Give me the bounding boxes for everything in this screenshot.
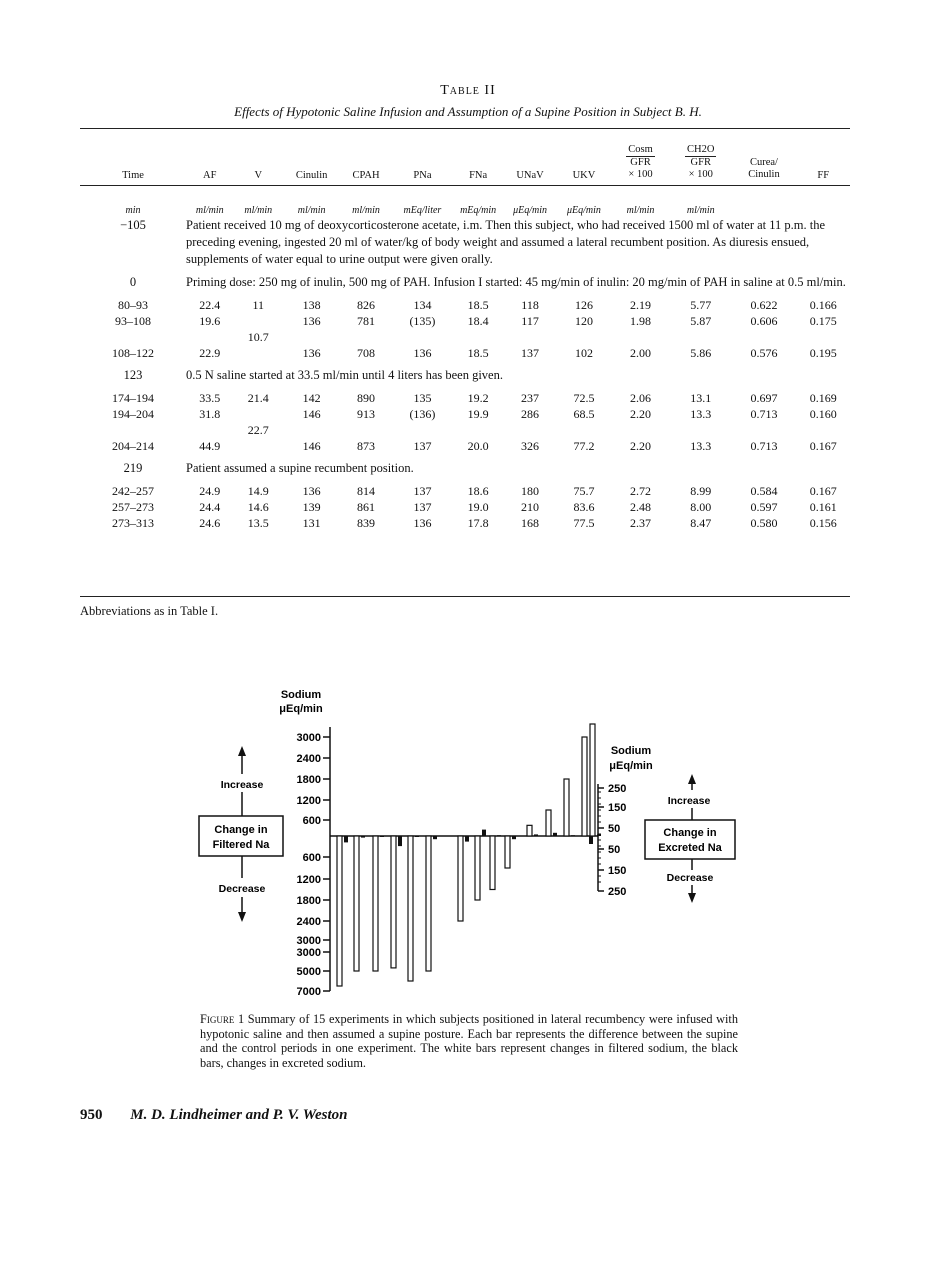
table-cell: 24.9 <box>199 484 221 498</box>
table-subtitle: Effects of Hypotonic Saline Infusion and Assumption of a Supine Position in Subject B. H. <box>234 104 702 119</box>
table-cell: 210 <box>521 500 540 514</box>
excreted-na-bar <box>465 836 469 842</box>
right-increase-arrowhead <box>688 774 696 784</box>
table-cell: 18.4 <box>467 314 489 328</box>
table-cell: 0.622 <box>750 298 778 312</box>
table-row <box>80 422 850 438</box>
table-cell <box>611 422 670 438</box>
note-row-4: 219 Patient assumed a supine recumbent position. <box>123 461 414 475</box>
table-cell: 68.5 <box>573 407 595 421</box>
table-cell: 2.20 <box>630 407 652 421</box>
table-cell: 134 <box>413 298 432 312</box>
left-tick-label: 5000 <box>296 966 321 978</box>
table-cell: (136) <box>409 407 436 421</box>
hdr-af: AF <box>203 170 217 181</box>
table-cell: 0.166 <box>809 298 837 312</box>
table-cell: (135) <box>409 314 436 328</box>
table-cell: 20.0 <box>467 439 489 453</box>
excreted-na-bar <box>497 835 501 836</box>
left-tick-label: 1800 <box>296 895 321 907</box>
table-cell: 0.175 <box>809 314 837 328</box>
table-cell: 8.99 <box>690 484 712 498</box>
figure-caption <box>200 1012 738 1070</box>
table-cell: 22.7 <box>247 423 269 437</box>
filtered-na-bar <box>354 836 359 971</box>
table-cell <box>670 329 731 345</box>
filtered-na-bar <box>564 779 569 836</box>
left-axis-ticks <box>297 732 330 998</box>
left-axis-unit: μEq/min <box>279 703 323 715</box>
table-cell: 146 <box>302 439 321 453</box>
filtered-na-bar <box>582 737 587 836</box>
table-group-2 <box>80 390 850 454</box>
excreted-na-bar <box>534 834 538 836</box>
table-cell: 814 <box>357 484 376 498</box>
excreted-na-bar <box>380 836 384 837</box>
table-cell: 102 <box>574 346 593 360</box>
table-cell: 18.6 <box>467 484 489 498</box>
table-cell: 0.580 <box>750 516 778 530</box>
table-cell: 22.4 <box>199 298 221 312</box>
table-cell: 13.3 <box>690 407 712 421</box>
filtered-na-bar <box>527 825 532 836</box>
table-cell: 873 <box>357 439 376 453</box>
table-cell <box>80 329 186 345</box>
table-cell: 1.98 <box>630 314 652 328</box>
hdr-ch2o: CH2O GFR × 100 <box>687 144 715 180</box>
table-cell: 24.6 <box>199 516 221 530</box>
table-cell: 0.597 <box>750 500 778 514</box>
note-row-2: 0 Priming dose: 250 mg of inulin, 500 mg of PAH. Infusion I started: 45 mg/min of inulin: 20 mg/min of PAH in saline at 0.5 ml/min. <box>129 275 846 289</box>
table-cell: 118 <box>521 298 539 312</box>
table-cell: 136 <box>413 346 432 360</box>
right-tick-label: 50 <box>608 844 621 856</box>
filtered-na-bar <box>408 836 413 981</box>
left-tick-label: 1800 <box>296 774 321 786</box>
left-tick-label: 1200 <box>296 874 321 886</box>
table-cell: 139 <box>302 500 321 514</box>
filtered-na-bar <box>505 836 510 868</box>
hdr-fna: FNa <box>469 170 488 181</box>
hdr-cosm: Cosm GFR × 100 <box>628 144 653 180</box>
table-cell: 75.7 <box>573 484 595 498</box>
hdr-pna: PNa <box>413 170 432 181</box>
table-cell: 142 <box>302 391 321 405</box>
caption-label: Figure 1 <box>200 1012 245 1026</box>
table-cell <box>283 329 340 345</box>
table-cell: 137 <box>413 439 432 453</box>
table-row <box>80 515 850 531</box>
right-decrease-label: Decrease <box>666 872 714 884</box>
table-cell: 135 <box>413 391 432 405</box>
table-cell <box>234 406 283 422</box>
table-cell: 273–313 <box>112 516 154 530</box>
table-cell: 839 <box>357 516 376 530</box>
figure-chart <box>190 684 750 1004</box>
header-row <box>80 135 850 181</box>
table-cell: 0.160 <box>809 407 837 421</box>
table-cell: 8.00 <box>690 500 712 514</box>
filtered-na-bar <box>373 836 378 971</box>
table-cell <box>731 329 796 345</box>
table-row <box>80 406 850 422</box>
excreted-na-bar <box>482 830 486 836</box>
right-axis-unit: μEq/min <box>609 760 653 772</box>
right-tick-label: 250 <box>608 886 627 898</box>
table-cell: 0.161 <box>809 500 837 514</box>
excreted-na-bar <box>553 833 557 836</box>
table-cell <box>283 422 340 438</box>
table-cell: 708 <box>357 346 376 360</box>
table-row <box>80 313 850 329</box>
table-cell: 0.167 <box>809 484 837 498</box>
left-tick-label: 2400 <box>296 916 321 928</box>
hdr-v: V <box>254 170 263 181</box>
table-cell: 137 <box>413 500 432 514</box>
table-row <box>80 345 850 361</box>
note-row-1: −105 Patient received 10 mg of deoxycorticosterone acetate, i.m. Then this subject, who had received 1500 ml of water at 11 p.m. the preceding evening, ingested 20 ml of water/kg of body weight and assumed a lateral recumbent position. As diuresis ensued, supplements of water equal to urine output were given orally. <box>120 218 826 266</box>
table-cell <box>186 329 234 345</box>
table-cell: 126 <box>574 298 593 312</box>
table-cell <box>234 345 283 361</box>
left-tick-label: 2400 <box>296 753 321 765</box>
table-cell: 72.5 <box>573 391 595 405</box>
table-cell: 2.48 <box>630 500 652 514</box>
table-cell: 242–257 <box>112 484 154 498</box>
table-cell: 136 <box>302 484 321 498</box>
table-cell: 2.72 <box>630 484 652 498</box>
table-cell <box>340 329 391 345</box>
table-cell: 120 <box>574 314 593 328</box>
right-tick-label: 250 <box>608 783 627 795</box>
right-tick-label: 150 <box>608 865 627 877</box>
table-cell: 77.5 <box>573 516 595 530</box>
table-cell: 0.713 <box>750 407 778 421</box>
table-cell: 168 <box>521 516 540 530</box>
table-cell: 31.8 <box>199 407 221 421</box>
table-cell: 826 <box>357 298 376 312</box>
table-cell <box>670 422 731 438</box>
left-tick-label: 600 <box>302 852 321 864</box>
left-box-line1: Change in <box>214 824 268 836</box>
table-cell <box>234 313 283 329</box>
table-cell: 138 <box>302 298 321 312</box>
hdr-cpah: CPAH <box>352 170 380 181</box>
table-cell: 17.8 <box>467 516 489 530</box>
table-cell: 286 <box>521 407 540 421</box>
table-top-rule <box>80 128 850 129</box>
table-cell: 18.5 <box>467 346 489 360</box>
filtered-na-bar <box>391 836 396 968</box>
table-footnote: Abbreviations as in Table I. <box>80 604 219 618</box>
left-decrease-arrowhead <box>238 912 246 922</box>
right-axis-title: Sodium <box>610 745 652 757</box>
hdr-curea: Curea/ Cinulin <box>748 157 780 180</box>
table-cell <box>797 422 850 438</box>
table-cell <box>340 422 391 438</box>
table-cell: 2.00 <box>630 346 652 360</box>
note-row-3: 123 0.5 N saline started at 33.5 ml/min until 4 liters has been given. <box>123 368 503 382</box>
table-cell: 18.5 <box>467 298 489 312</box>
right-axis-ticks <box>598 783 626 898</box>
table-cell: 781 <box>357 314 376 328</box>
table-cell: 137 <box>521 346 540 360</box>
table-cell <box>797 329 850 345</box>
left-tick-label: 3000 <box>296 935 321 947</box>
table-cell: 180 <box>521 484 540 498</box>
left-tick-label: 3000 <box>296 947 321 959</box>
table-cell: 19.0 <box>467 500 489 514</box>
table-cell: 0.169 <box>809 391 837 405</box>
table-cell: 257–273 <box>112 500 154 514</box>
table-group-1 <box>80 297 850 361</box>
table-cell: 2.37 <box>630 516 652 530</box>
left-tick-label: 7000 <box>296 986 321 998</box>
right-tick-label: 50 <box>608 823 621 835</box>
page-footer <box>80 1107 348 1124</box>
filtered-na-bar <box>337 836 342 986</box>
table-cell: 13.5 <box>247 516 269 530</box>
table-cell: 24.4 <box>199 500 221 514</box>
filtered-na-bar <box>458 836 463 921</box>
table-cell: 0.713 <box>750 439 778 453</box>
page-number: 950 <box>80 1107 103 1123</box>
table-row <box>80 390 850 406</box>
table-cell: 2.06 <box>630 391 652 405</box>
table-cell: 0.167 <box>809 439 837 453</box>
table-row <box>80 297 850 313</box>
left-decrease-label: Decrease <box>218 883 266 895</box>
table-cell: 5.86 <box>690 346 712 360</box>
excreted-na-bar <box>571 835 575 836</box>
right-decrease-arrowhead <box>688 893 696 903</box>
table-cell: 14.9 <box>247 484 269 498</box>
table-cell: 0.156 <box>809 516 837 530</box>
table-cell: 19.9 <box>467 407 489 421</box>
right-increase-label: Increase <box>667 795 711 807</box>
left-increase-label: Increase <box>220 779 264 791</box>
footer-authors: M. D. Lindheimer and P. V. Weston <box>130 1107 348 1123</box>
table-cell: 80–93 <box>118 298 148 312</box>
excreted-na-bar <box>415 836 419 837</box>
filtered-na-bar <box>475 836 480 900</box>
table-cell: 913 <box>357 407 376 421</box>
table-title: Table II <box>440 83 496 98</box>
excreted-na-bar <box>361 836 365 838</box>
table-cell: 11 <box>252 298 265 312</box>
table-cell <box>392 422 453 438</box>
table-cell: 174–194 <box>112 391 154 405</box>
table-cell: 13.3 <box>690 439 712 453</box>
table-cell: 204–214 <box>112 439 154 453</box>
table-cell <box>453 422 503 438</box>
table-cell: 0.576 <box>750 346 778 360</box>
table-cell: 19.2 <box>467 391 489 405</box>
excreted-na-bar <box>398 836 402 846</box>
table-row <box>80 438 850 454</box>
excreted-na-bar <box>597 834 601 836</box>
left-tick-label: 600 <box>302 815 321 827</box>
right-box-line1: Change in <box>663 827 717 839</box>
bars-group <box>337 724 601 986</box>
data-table <box>80 135 850 531</box>
table-cell <box>453 329 503 345</box>
table-cell: 33.5 <box>199 391 221 405</box>
table-cell: 237 <box>521 391 540 405</box>
left-increase-arrowhead <box>238 746 246 756</box>
table-cell <box>392 329 453 345</box>
table-cell <box>557 422 611 438</box>
filtered-na-bar <box>426 836 431 971</box>
table-cell: 5.77 <box>690 298 712 312</box>
table-cell: 108–122 <box>112 346 154 360</box>
table-cell: 13.1 <box>690 391 712 405</box>
table-cell: 146 <box>302 407 321 421</box>
excreted-na-bar <box>512 836 516 839</box>
table-cell: 22.9 <box>199 346 221 360</box>
table-cell: 14.6 <box>247 500 269 514</box>
table-cell <box>731 422 796 438</box>
hdr-unav: UNaV <box>516 170 544 181</box>
hdr-ukv: UKV <box>572 170 596 181</box>
table-cell: 0.584 <box>750 484 778 498</box>
excreted-na-bar <box>589 836 593 844</box>
table-row <box>80 483 850 499</box>
table-cell <box>557 329 611 345</box>
table-row <box>80 329 850 345</box>
table-cell: 10.7 <box>247 330 269 344</box>
table-row <box>80 499 850 515</box>
table-cell: 137 <box>413 484 432 498</box>
table-cell: 2.19 <box>630 298 652 312</box>
table-cell: 136 <box>302 314 321 328</box>
table-cell: 131 <box>302 516 321 530</box>
table-cell <box>503 329 557 345</box>
table-cell: 8.47 <box>690 516 712 530</box>
excreted-na-bar <box>433 836 437 839</box>
table-cell: 136 <box>413 516 432 530</box>
table-cell: 0.606 <box>750 314 778 328</box>
table-cell <box>80 422 186 438</box>
table-cell <box>186 422 234 438</box>
table-cell: 93–108 <box>115 314 151 328</box>
table-group-3 <box>80 483 850 531</box>
table-cell: 83.6 <box>573 500 595 514</box>
table-cell: 890 <box>357 391 376 405</box>
table-cell: 861 <box>357 500 376 514</box>
left-axis-title: Sodium <box>280 689 322 701</box>
units-row: min ml/min ml/min ml/min ml/min mEq/liter mEq/min μEq/min μEq/min ml/min ml/min <box>125 205 715 216</box>
table-cell: 19.6 <box>199 314 221 328</box>
filtered-na-bar <box>490 836 495 890</box>
table-cell: 136 <box>302 346 321 360</box>
table-cell: 0.697 <box>750 391 778 405</box>
filtered-na-bar <box>590 724 595 836</box>
hdr-ff: FF <box>817 170 830 181</box>
caption-text: Summary of 15 experiments in which subjects positioned in lateral recumbency were infused with hypotonic saline and then assumed a supine posture. Each bar represents the difference between the supine and the control periods in one experiment. The white bars represent changes in filtered sodium, the black bars, changes in excreted sodium. <box>200 1012 739 1070</box>
table-cell: 44.9 <box>199 439 221 453</box>
table-bottom-rule <box>80 596 850 597</box>
left-tick-label: 3000 <box>296 732 321 744</box>
table-cell: 5.87 <box>690 314 712 328</box>
table-cell: 0.195 <box>809 346 837 360</box>
table-cell: 194–204 <box>112 407 154 421</box>
left-tick-label: 1200 <box>296 795 321 807</box>
table-cell: 326 <box>521 439 540 453</box>
table-cell <box>234 438 283 454</box>
right-tick-label: 150 <box>608 802 627 814</box>
table-cell: 21.4 <box>247 391 269 405</box>
table-cell <box>611 329 670 345</box>
right-box-line2: Excreted Na <box>658 842 722 854</box>
left-box-line2: Filtered Na <box>212 839 270 851</box>
table-cell: 77.2 <box>573 439 595 453</box>
filtered-na-bar <box>546 810 551 836</box>
hdr-cinulin: Cinulin <box>295 170 328 181</box>
hdr-time: Time <box>122 170 144 181</box>
excreted-na-bar <box>344 836 348 842</box>
table-cell: 2.20 <box>630 439 652 453</box>
table-cell <box>503 422 557 438</box>
table-cell: 117 <box>521 314 539 328</box>
